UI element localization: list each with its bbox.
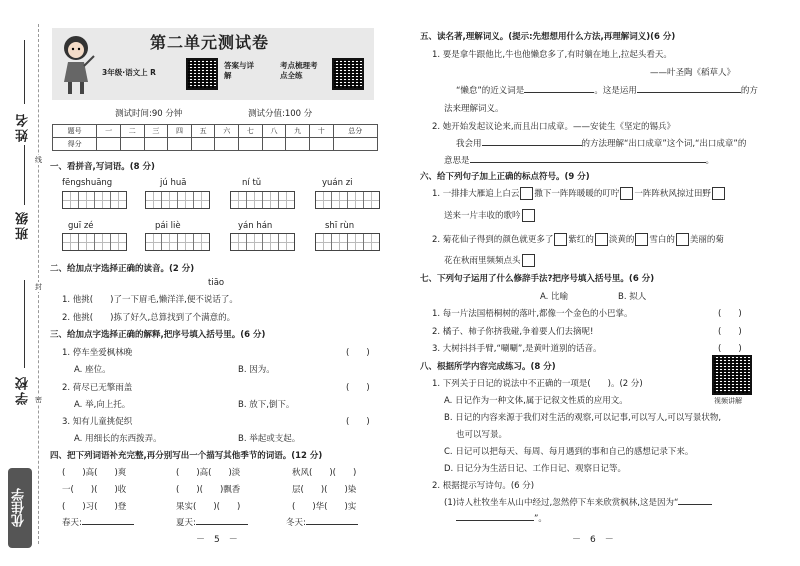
option: B. 举起或支起。 — [238, 434, 301, 444]
answer-paren[interactable]: ( ) — [346, 348, 370, 358]
pinyin-option-a: tiāo — [208, 278, 225, 288]
punct-box[interactable] — [620, 187, 633, 200]
s5-line-6: 意思是 。 — [444, 156, 715, 166]
video-qr-code-icon[interactable] — [712, 355, 752, 395]
grade-subject: 3年级·语文上 R — [102, 68, 156, 77]
writing-grid[interactable] — [62, 233, 127, 251]
option: A. 举,向上托。 — [74, 400, 131, 410]
class-blank — [24, 145, 25, 205]
punct-box[interactable] — [522, 209, 535, 222]
s5-line-3: 法来理解词义。 — [444, 104, 504, 114]
s6-question-1-cont: 送来一片丰收的歌吟 — [444, 209, 536, 222]
section2-heading: 二、给加点字选择正确的读音。(2 分) — [50, 264, 195, 274]
s6-question-2-cont: 花在秋雨里频频点头 — [444, 254, 536, 267]
fill-phrase[interactable]: ( )习( )登 — [62, 502, 127, 512]
writing-grid[interactable] — [315, 191, 380, 209]
answer-paren[interactable]: ( ) — [346, 383, 370, 393]
punct-box[interactable] — [712, 187, 725, 200]
page-number-left: － 5 － — [196, 535, 238, 545]
punct-box[interactable] — [520, 187, 533, 200]
pinyin: yuán zi — [322, 178, 353, 188]
s7-question-2: 2. 橘子、柿子你挤我碰,争着要人们去摘呢! — [432, 327, 594, 337]
s8-question-2: 2. 根据提示写诗句。(6 分) — [432, 481, 535, 491]
score-table-score-row: 得分 — [53, 138, 378, 151]
s5-quote-2: 2. 她开始发起议论来,而且出口成章。——安徒生《坚定的锡兵》 — [432, 122, 676, 132]
s6-question-2: 2. 菊花仙子得到的颜色就更多了 紫红的 淡黄的 雪白的 美丽的菊 — [432, 235, 724, 245]
punct-box[interactable] — [635, 233, 648, 246]
answer-paren[interactable]: ( ) — [718, 344, 742, 354]
school-blank — [24, 280, 25, 368]
writing-grid[interactable] — [145, 233, 210, 251]
option: A. 座位。 — [74, 365, 111, 375]
s8-option-b: B. 日记的内容来源于我们对生活的观察,可以记事,可以写人,可以写景状物, — [444, 413, 722, 423]
writing-grid[interactable] — [230, 191, 295, 209]
s5-quote-1: 1. 要是拿牛跟他比,牛也他懒怠多了,有时躺在地上,拉起头看天。 — [432, 50, 672, 60]
practice-qr-code-icon[interactable] — [332, 58, 364, 90]
pinyin: shī rùn — [325, 221, 355, 231]
fill-phrase[interactable]: ( )高( )淡 — [176, 468, 241, 478]
section4-heading: 四、把下列词语补充完整,再分别写出一个描写其他季节的词语。(12 分) — [50, 451, 323, 461]
s3-question-3: 3. 知有儿童挑促织 — [62, 417, 133, 427]
season-winter[interactable]: 冬天: — [286, 516, 358, 528]
s8-poem-line: ”。 — [456, 512, 547, 524]
s5-line-2: “懒怠”的近义词是 。这是运用 的方 — [456, 86, 758, 96]
answer-qr-code-icon[interactable] — [186, 58, 218, 90]
section7-heading: 七、下列句子运用了什么修辞手法?把序号填入括号里。(6 分) — [420, 274, 655, 284]
qr-caption: 视频讲解 — [714, 397, 742, 405]
s5-source-1: ——叶圣陶《稻草人》 — [650, 68, 736, 78]
option: B. 因为。 — [238, 365, 275, 375]
punct-box[interactable] — [595, 233, 608, 246]
season-spring[interactable]: 春天: — [62, 516, 134, 528]
writing-grid[interactable] — [230, 233, 295, 251]
fill-phrase[interactable]: 一( )( )收 — [62, 485, 127, 495]
test-score: 测试分值:100 分 — [248, 109, 313, 119]
option: B. 放下,倒下。 — [238, 400, 295, 410]
pinyin: pái liè — [155, 221, 181, 231]
fill-phrase[interactable]: ( )高( )爽 — [62, 468, 127, 478]
test-time: 测试时间:90 分钟 — [115, 109, 183, 119]
pinyin: ní tǔ — [242, 178, 262, 188]
writing-grid[interactable] — [315, 233, 380, 251]
section6-heading: 六、给下列句子加上正确的标点符号。(9 分) — [420, 172, 590, 182]
qr-right-label: 考点梳理考点全练 — [280, 61, 318, 80]
fill-phrase[interactable]: 层( )( )染 — [292, 485, 357, 495]
section3-heading: 三、给加点字选择正确的解释,把序号填入括号里。(6 分) — [50, 330, 266, 340]
seal-char-secret: 密 — [35, 396, 42, 404]
pinyin: guī zé — [68, 221, 94, 231]
s2-question-1: 1. 他挑( )了一下眉毛,懒洋洋,便不说话了。 — [62, 295, 238, 305]
punct-box[interactable] — [676, 233, 689, 246]
s8-option-b-cont: 也可以写景。 — [456, 430, 508, 440]
s8-question-1: 1. 下列关于日记的说法中不正确的一项是( )。(2 分) — [432, 379, 643, 389]
section5-heading: 五、读名著,理解词义。(提示:先想想用什么方法,再理解词义)(6 分) — [420, 32, 676, 42]
class-label: 班级 — [16, 210, 31, 240]
school-label: 学校 — [16, 375, 31, 405]
score-table — [52, 124, 378, 151]
punct-box[interactable] — [554, 233, 567, 246]
s3-question-1: 1. 停车坐爱枫林晚 — [62, 348, 133, 358]
s7-question-3: 3. 大树抖抖手臂,“唰唰”,是黄叶道别的话音。 — [432, 344, 602, 354]
seal-char-seal: 封 — [35, 283, 42, 291]
option: A. 用细长的东西拨弄。 — [74, 434, 162, 444]
score-table-header-row: 题号 一 二 三 四 五 六 七 八 九 十 总分 — [53, 125, 378, 138]
s6-question-1: 1. 一排排大雁追上白云 撒下一阵阵暖暖的叮咛 一阵阵秋风掠过田野 — [432, 187, 726, 200]
seal-char-line: 线 — [35, 156, 42, 164]
page-number-right: － 6 － — [572, 535, 614, 545]
section1-heading: 一、看拼音,写词语。(8 分) — [50, 162, 155, 172]
name-blank — [24, 40, 25, 104]
pinyin: fēngshuāng — [62, 178, 113, 188]
pinyin: jú huā — [160, 178, 187, 188]
fill-phrase[interactable]: 秋风( )( ) — [292, 468, 357, 478]
option-b: B. 拟人 — [618, 292, 647, 302]
s8-option-d: D. 日记分为生活日记、工作日记、观察日记等。 — [444, 464, 626, 474]
s7-question-1: 1. 每一片法国梧桐树的落叶,都像一个金色的小巴掌。 — [432, 309, 633, 319]
answer-paren[interactable]: ( ) — [718, 309, 742, 319]
page-title: 第二单元测试卷 — [150, 33, 270, 52]
s8-poem-prompt: (1)诗人杜牧坐车从山中经过,忽然停下车来欣赏枫林,这是因为“ — [444, 496, 712, 508]
fill-phrase[interactable]: ( )华( )实 — [292, 502, 357, 512]
qr-left-label: 答案与详解 — [224, 61, 254, 80]
fill-phrase[interactable]: 果实( )( ) — [176, 502, 241, 512]
punct-box[interactable] — [522, 254, 535, 267]
section8-heading: 八、根据所学内容完成练习。(8 分) — [420, 362, 556, 372]
name-label: 姓名 — [16, 112, 31, 142]
s8-option-a: A. 日记作为一种文体,属于记叙文性质的应用文。 — [444, 396, 628, 406]
cartoon-girl-icon — [54, 30, 98, 98]
brand-logo: 优佳学 — [8, 468, 32, 548]
s5-line-5: 我会用 的方法理解“出口成章”这个词,“出口成章”的 — [456, 139, 747, 149]
pinyin: yán hán — [238, 221, 273, 231]
answer-paren[interactable]: ( ) — [346, 417, 370, 427]
s8-option-c: C. 日记可以把每天、每周、每月遇到的事和自己的感想记录下来。 — [444, 447, 694, 457]
writing-grid[interactable] — [145, 191, 210, 209]
fill-phrase[interactable]: ( )( )飘香 — [176, 485, 241, 495]
s2-question-2: 2. 他挑( )拣了好久,总算找到了个满意的。 — [62, 313, 236, 323]
writing-grid[interactable] — [62, 191, 127, 209]
s3-question-2: 2. 荷尽已无擎雨盖 — [62, 383, 133, 393]
answer-paren[interactable]: ( ) — [718, 327, 742, 337]
option-a: A. 比喻 — [540, 292, 569, 302]
season-summer[interactable]: 夏天: — [176, 516, 248, 528]
